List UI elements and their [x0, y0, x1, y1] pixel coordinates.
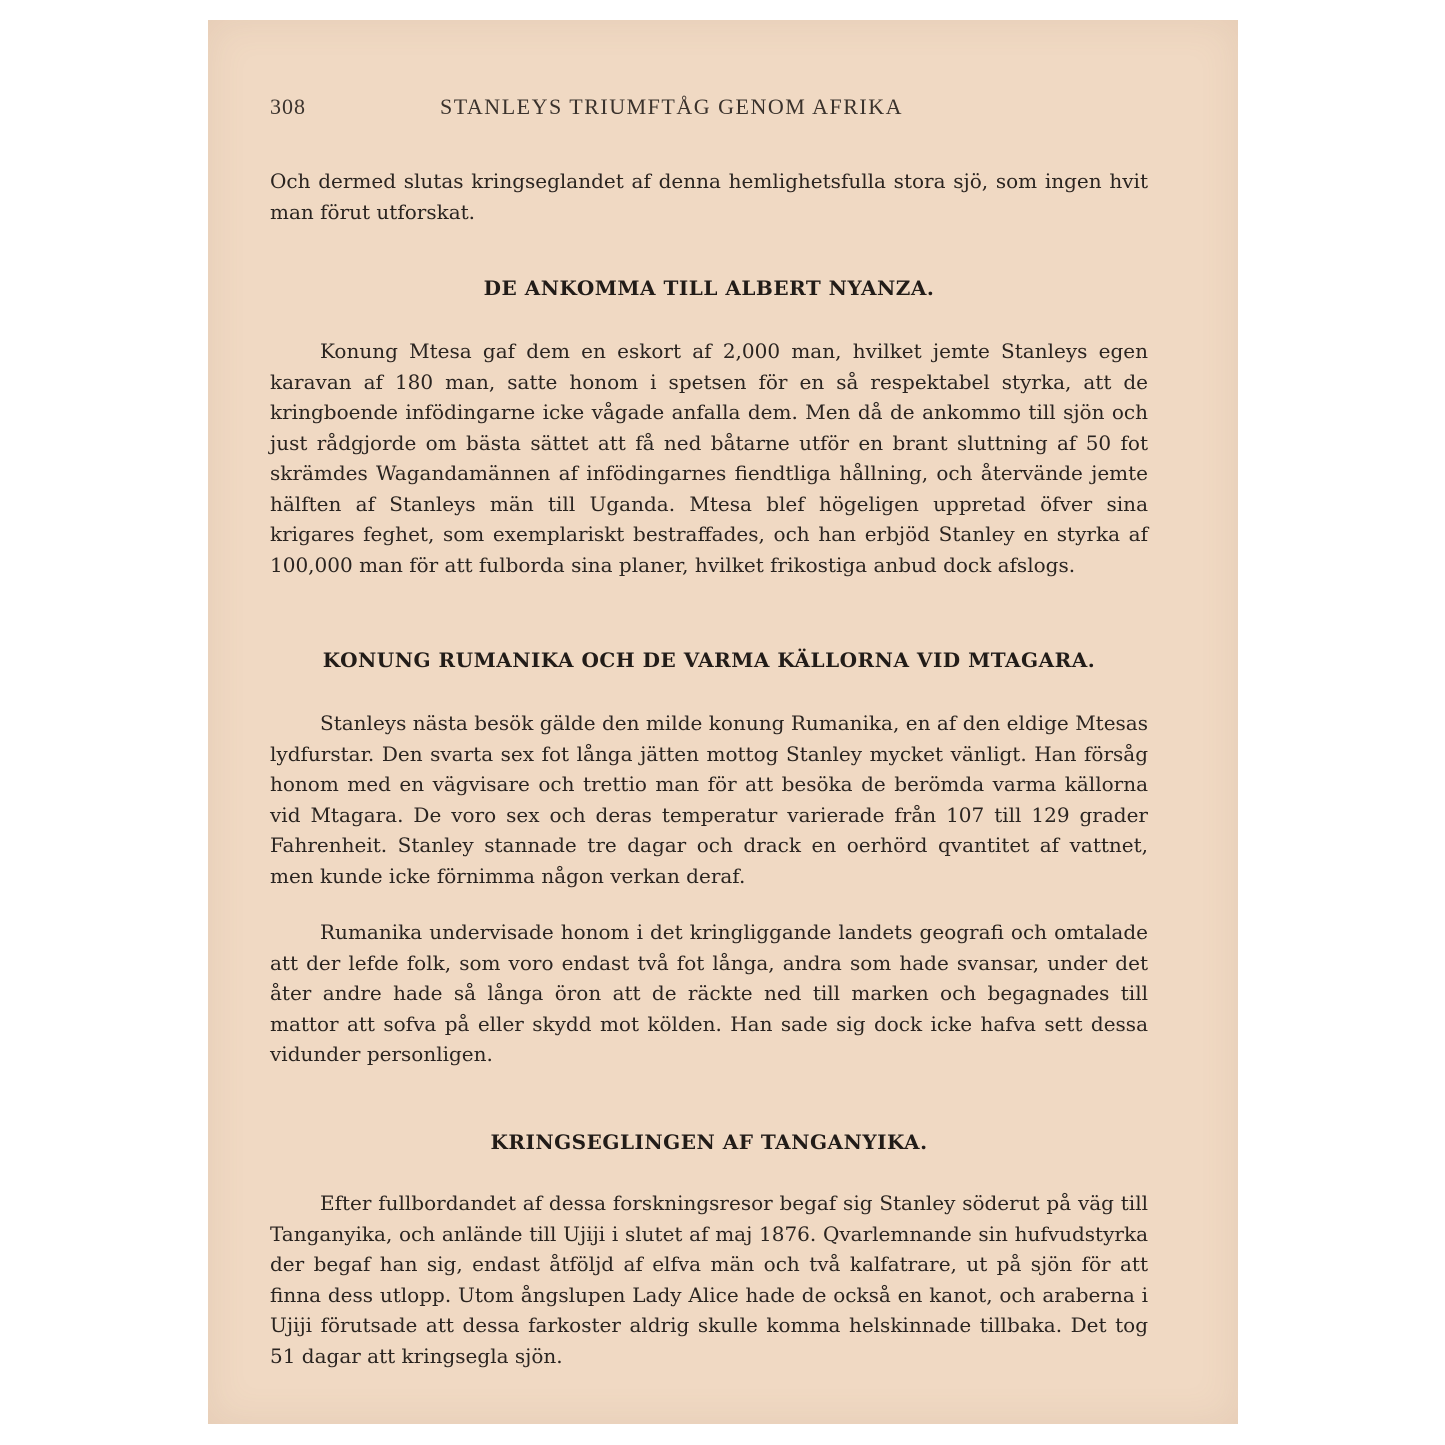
paragraph-rumanika-1: Stanleys nästa besök gälde den milde konung Rumanika, en af den eldige Mtesas lydfurstar. Den svarta sex fot långa jätten mottog Stanley mycket vänligt. Han försåg honom med en vägvisare och trettio man för att besöka de berömda varma källorna vid Mtagara. De voro sex och deras temperatur varierade från 107 till 129 grader Fahrenheit. Stanley stannade tre dagar och drack en oerhörd qvantitet af vattnet, men kunde icke förnimma någon verkan deraf.	[270, 711, 1148, 888]
paragraph-tanganyika: Efter fullbordandet af dessa forskningsresor begaf sig Stanley söderut på väg till Tanganyika, och anlände till Ujiji i slutet af maj 1876. Qvarlemnande sin hufvudstyrka der begaf han sig, endast åtföljd af elfva män och två kalfatrare, ut på sjön för att finna dess utlopp. Utom ångslupen Lady Alice hade de också en kanot, och araberna i Ujiji förutsade att dessa farkoster aldrig skulle komma helskinnade tillbaka. Det tog 51 dagar att kringsegla sjön.	[270, 1191, 1148, 1368]
intro-paragraph: Och dermed slutas kringseglandet af denna hemlighetsfulla stora sjö, som ingen hvit man förut utforskat.	[270, 169, 1148, 224]
running-header	[270, 94, 1148, 124]
book-page	[208, 20, 1238, 1424]
paragraph-rumanika-2: Rumanika undervisade honom i det kringliggande landets geografi och omtalade att der lefde folk, som voro endast två fot långa, andra som hade svansar, under det åter andre hade så långa öron att de räckte ned till marken och begagnades till mattor att sofva på eller skydd mot kölden. Han sade sig dock icke hafva sett dessa vidunder personligen.	[270, 920, 1148, 1066]
paragraph-albert-nyanza: Konung Mtesa gaf dem en eskort af 2,000 man, hvilket jemte Stanleys egen karavan af 180 man, satte honom i spetsen för en så respektabel styrka, att de kringboende infödingarne icke vågade anfalla dem. Men då de ankommo till sjön och just rådgjorde om bästa sättet att få ned båtarne utför en brant sluttning af 50 fot skrämdes Wagandamännen af infödingarnes fiendtliga hållning, och återvände jemte hälften af Stanleys män till Uganda. Mtesa blef högeligen uppretad öfver sina krigares feghet, som exemplariskt bestraffades, och han erbjöd Stanley en styrka af 100,000 man för att fulborda sina planer, hvilket frikostiga anbud dock afslogs.	[270, 339, 1148, 577]
running-title: STANLEYS TRIUMFTÅG GENOM AFRIKA	[440, 94, 903, 119]
section-heading-albert-nyanza: DE ANKOMMA TILL ALBERT NYANZA.	[483, 276, 935, 300]
page-number: 308	[270, 94, 306, 119]
section-heading-rumanika: KONUNG RUMANIKA OCH DE VARMA KÄLLORNA VID MTAGARA.	[322, 648, 1096, 672]
section-heading-tanganyika: KRINGSEGLINGEN AF TANGANYIKA.	[490, 1130, 928, 1154]
